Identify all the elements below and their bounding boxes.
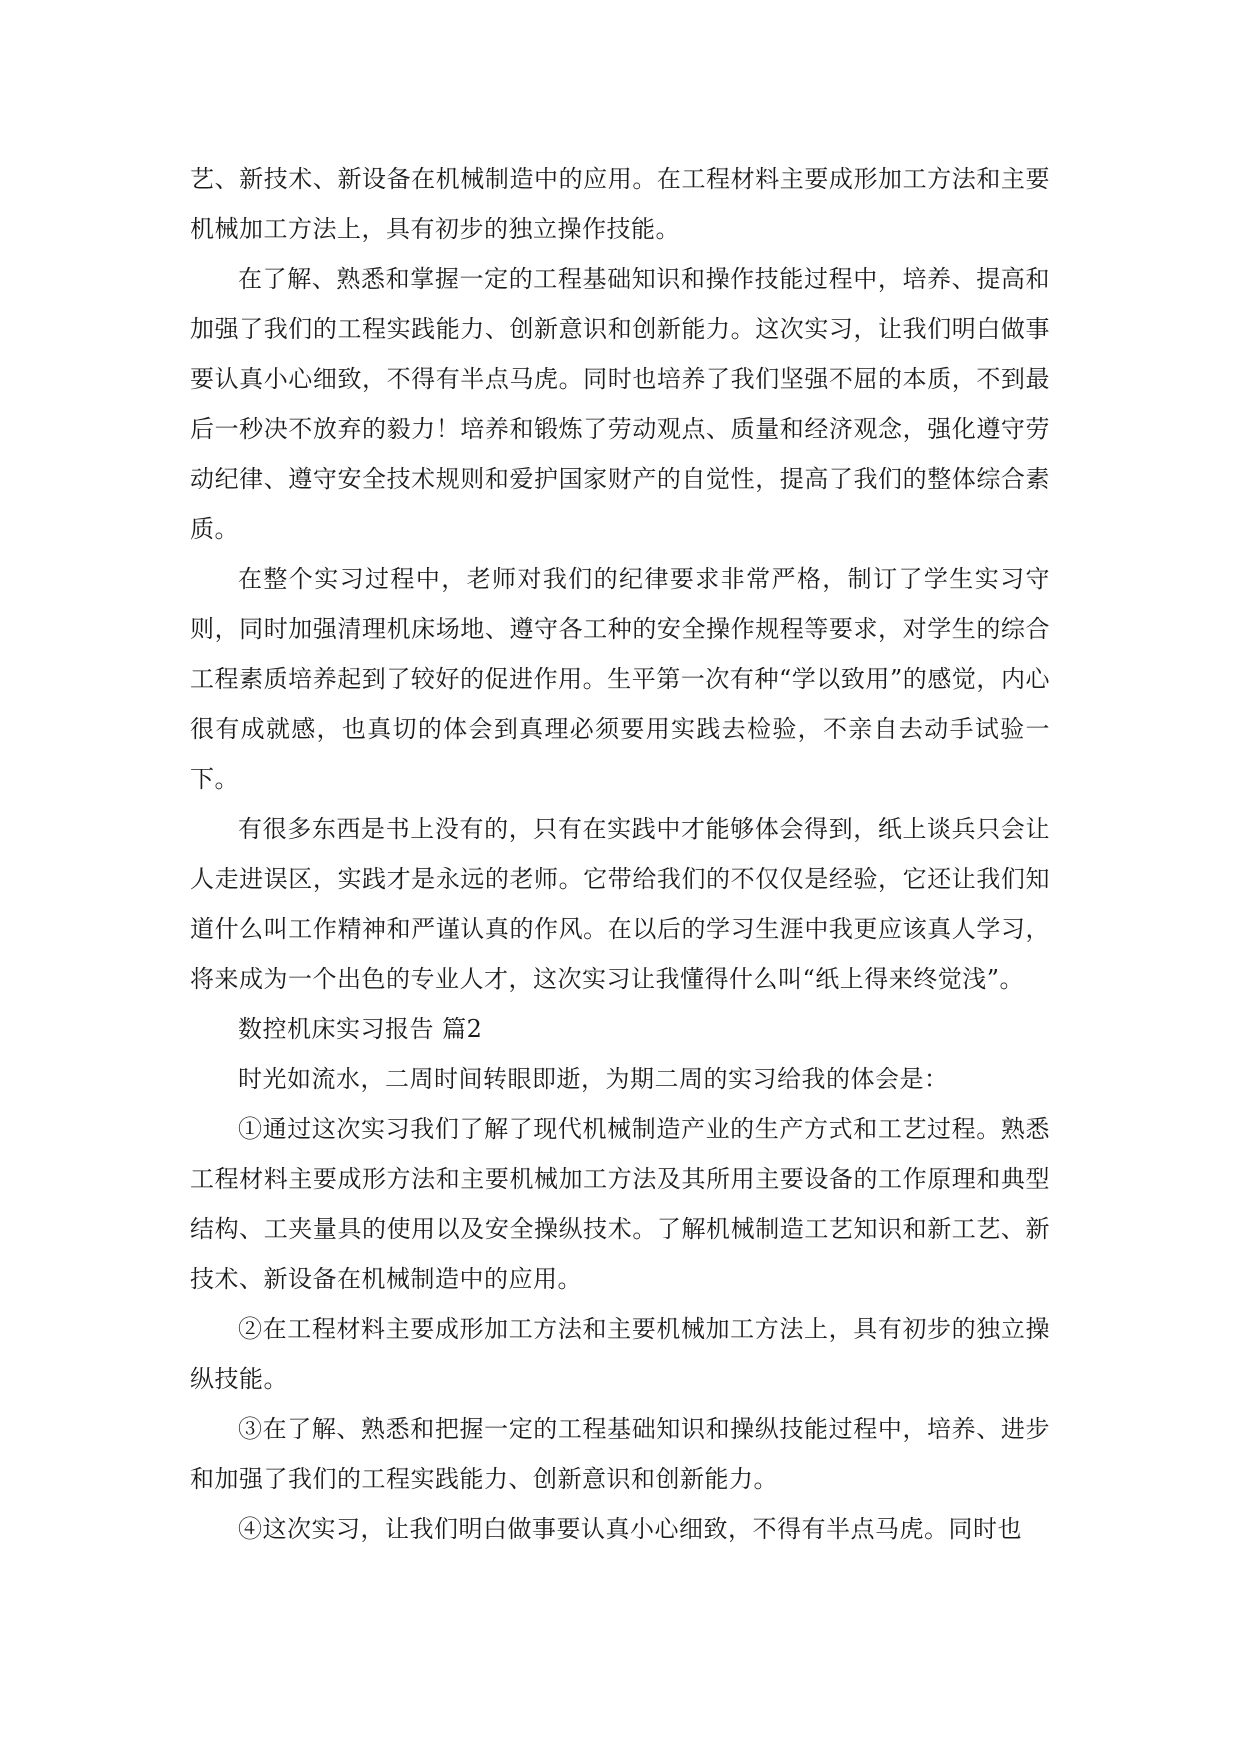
section-heading: 数控机床实习报告 篇2 — [238, 1015, 483, 1043]
list-item: ②在工程材料主要成形加工方法和主要机械加工方法上，具有初步的独立操纵技能。 — [190, 1315, 1050, 1393]
paragraph: 时光如流水，二周时间转眼即逝，为期二周的实习给我的体会是： — [238, 1065, 949, 1093]
paragraph: 在了解、熟悉和掌握一定的工程基础知识和操作技能过程中，培养、提高和加强了我们的工程实践能力、创新意识和创新能力。这次实习，让我们明白做事要认真小心细致，不得有半点马虎。同时也培养了我们坚强不屈的本质，不到最后一秒决不放弃的毅力！培养和锻炼了劳动观点、质量和经济观念，强化遵守劳动纪律、遵守安全技术规则和爱护国家财产的自觉性，提高了我们的整体综合素质。 — [190, 265, 1050, 543]
list-item: ①通过这次实习我们了解了现代机械制造产业的生产方式和工艺过程。熟悉工程材料主要成形方法和主要机械加工方法及其所用主要设备的工作原理和典型结构、工夹量具的使用以及安全操纵技术。了解机械制造工艺知识和新工艺、新技术、新设备在机械制造中的应用。 — [190, 1115, 1050, 1293]
list-item: ③在了解、熟悉和把握一定的工程基础知识和操纵技能过程中，培养、进步和加强了我们的工程实践能力、创新意识和创新能力。 — [190, 1415, 1050, 1493]
paragraph: 在整个实习过程中，老师对我们的纪律要求非常严格，制订了学生实习守则，同时加强清理机床场地、遵守各工种的安全操作规程等要求，对学生的综合工程素质培养起到了较好的促进作用。生平第一次有种“学以致用”的感觉，内心很有成就感，也真切的体会到真理必须要用实践去检验，不亲自去动手试验一下。 — [190, 565, 1050, 793]
list-item: ④这次实习，让我们明白做事要认真小心细致，不得有半点马虎。同时也 — [238, 1515, 1022, 1543]
document-body — [190, 154, 1050, 1554]
paragraph: 有很多东西是书上没有的，只有在实践中才能够体会得到，纸上谈兵只会让人走进误区，实践才是永远的老师。它带给我们的不仅仅是经验，它还让我们知道什么叫工作精神和严谨认真的作风。在以后的学习生涯中我更应该真人学习，将来成为一个出色的专业人才，这次实习让我懂得什么叫“纸上得来终觉浅”。 — [190, 815, 1050, 993]
paragraph: 艺、新技术、新设备在机械制造中的应用。在工程材料主要成形加工方法和主要机械加工方法上，具有初步的独立操作技能。 — [190, 165, 1050, 243]
